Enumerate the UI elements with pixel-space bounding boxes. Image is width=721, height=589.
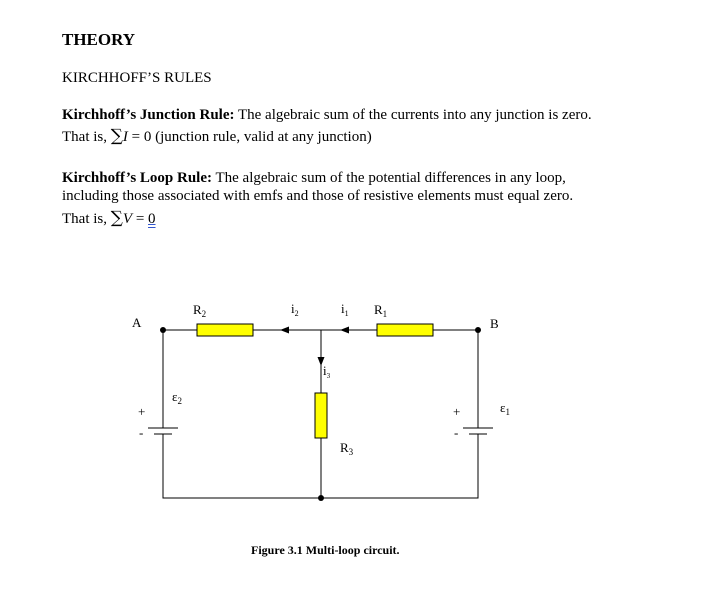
label-i2-sub: 2 [294, 309, 299, 318]
junction-prefix: That is, [62, 129, 111, 145]
junction-rule-title: Kirchhoff’s Junction Rule: [62, 107, 235, 123]
loop-equals: = [132, 211, 149, 227]
loop-zero: 0 [148, 211, 156, 227]
battery-emf1 [463, 428, 493, 434]
label-r3 [340, 440, 354, 457]
loop-rule-text: The algebraic sum of the potential differences in any loop, [212, 170, 566, 186]
arrow-i2 [280, 327, 289, 334]
label-emf2-sub: 2 [177, 396, 182, 406]
junction-rule-text: The algebraic sum of the currents into any junction is zero. [234, 107, 592, 123]
label-r1 [374, 302, 387, 319]
node-b-dot [475, 327, 481, 333]
label-emf1 [500, 400, 510, 417]
label-r2 [193, 302, 206, 319]
current-variable: I [122, 129, 128, 145]
emf2-minus: - [139, 425, 144, 440]
loop-rule-title: Kirchhoff’s Loop Rule: [62, 170, 212, 186]
label-r3-letter: R [340, 440, 349, 455]
loop-rule-line2: including those associated with emfs and those of resistive elements must equal zero. [62, 188, 574, 204]
sum-symbol: ∑ [110, 126, 123, 146]
node-bottom-dot [318, 495, 324, 501]
resistor-r1 [377, 324, 433, 336]
label-i1-sub: 1 [344, 309, 349, 318]
label-i1-letter: i [341, 301, 345, 316]
label-i1 [341, 301, 349, 318]
figure-caption: Figure 3.1 Multi-loop circuit. [251, 543, 400, 557]
loop-prefix: That is, [62, 211, 111, 227]
label-i2-letter: i [291, 301, 295, 316]
emf2-plus: + [138, 404, 146, 419]
label-emf1-letter: ε [500, 400, 506, 415]
label-r1-sub: 1 [382, 309, 388, 319]
arrow-i1 [340, 327, 349, 334]
junction-note: (junction rule, valid at any junction) [155, 129, 372, 145]
battery-emf2 [148, 428, 178, 434]
section-title: KIRCHHOFF’S RULES [62, 70, 212, 86]
label-emf2 [172, 389, 182, 406]
label-r2-sub: 2 [201, 309, 207, 319]
node-a-dot [160, 327, 166, 333]
resistor-r3 [315, 393, 327, 438]
node-b-label: B [490, 316, 499, 331]
voltage-variable: V [122, 211, 133, 227]
label-i3-letter: i [323, 363, 327, 378]
junction-equals: = 0 [127, 129, 156, 145]
label-emf2-letter: ε [172, 389, 178, 404]
label-emf1-sub: 1 [505, 407, 510, 417]
label-i3 [323, 363, 331, 380]
label-i2 [291, 301, 299, 318]
node-a-label: A [132, 315, 142, 330]
label-r3-sub: 3 [348, 447, 354, 457]
label-i3-sub: 3 [326, 372, 331, 380]
sum-symbol: ∑ [110, 208, 123, 228]
label-r2-letter: R [193, 302, 202, 317]
emf1-plus: + [453, 404, 461, 419]
label-r1-letter: R [374, 302, 383, 317]
emf1-minus: - [454, 425, 459, 440]
resistor-r2 [197, 324, 253, 336]
page-title: THEORY [62, 30, 136, 49]
